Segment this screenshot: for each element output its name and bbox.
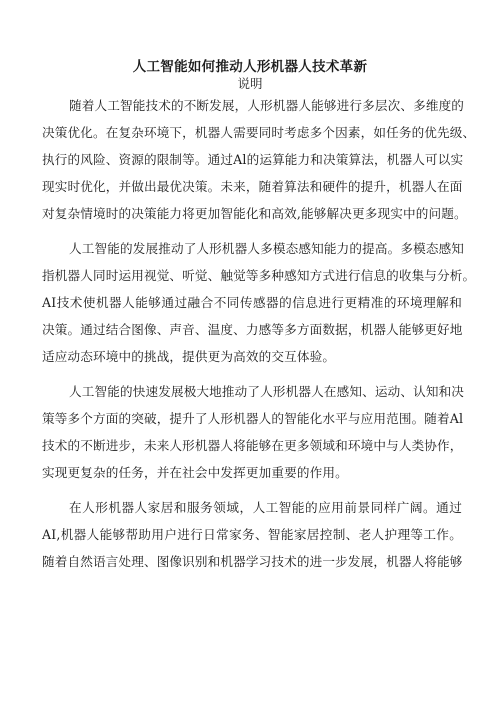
paragraph-3: [42, 378, 465, 486]
paragraph-line: 执行的风险、资源的限制等。通过Al的运算能力和决策算法，机器人可以实: [42, 152, 464, 167]
paragraph-line: AI,机器人能够帮助用户进行日常家务、智能家居控制、老人护理等工作。: [42, 527, 462, 542]
document-body: [42, 92, 476, 583]
paragraph-line: 现实时优化，并做出最优决策。未来，随着算法和硬件的提升，机器人在面: [42, 179, 463, 194]
paragraph-line: 人工智能的发展推动了人形机器人多模态感知能力的提高。多模态感知: [69, 241, 465, 256]
paragraph-line: 策等多个方面的突破，提升了人形机器人的智能化水平与应用范围。随着Al: [42, 411, 464, 426]
paragraph-2: [42, 235, 476, 370]
paragraph-line: 决策。通过结合图像、声音、温度、力感等多方面数据，机器人能够更好地: [42, 322, 463, 337]
paragraph-line: 实现更复杂的任务，并在社会中发挥更加重要的作用。: [42, 465, 348, 480]
paragraph-line: 随着人工智能技术的不断发展，人形机器人能够进行多层次、多维度的: [69, 98, 465, 113]
paragraph-line: 适应动态环境中的挑战，提供更为高效的交互体验。: [42, 349, 336, 364]
paragraph-line: 指机器人同时运用视觉、听觉、触觉等多种感知方式进行信息的收集与分析。: [42, 268, 476, 283]
paragraph-line: 在人形机器人家居和服务领域，人工智能的应用前景同样广阔。通过: [69, 500, 462, 515]
paragraph-1: [42, 92, 476, 227]
paragraph-line: 对复杂情境时的决策能力将更加智能化和高效,能够解决更多现实中的问题。: [42, 206, 467, 221]
document-title: 人工智能如何推动人形机器人技术革新: [132, 59, 368, 75]
paragraph-line: 人工智能的快速发展极大地推动了人形机器人在感知、运动、认知和决: [69, 384, 465, 399]
paragraph-line: AI技术使机器人能够通过融合不同传感器的信息进行更精准的环境理解和: [42, 295, 462, 310]
paragraph-4: [42, 494, 462, 575]
paragraph-line: 技术的不断进步，未来人形机器人将能够在更多领域和环境中与人类协作，: [42, 438, 463, 453]
paragraph-line: 随着自然语言处理、图像识别和机器学习技术的进一步发展，机器人将能够: [42, 554, 463, 569]
paragraph-line: 决策优化。在复杂环境下，机器人需要同时考虑多个因素，如任务的优先级、: [42, 125, 476, 140]
document-subtitle: 说明: [237, 76, 263, 91]
